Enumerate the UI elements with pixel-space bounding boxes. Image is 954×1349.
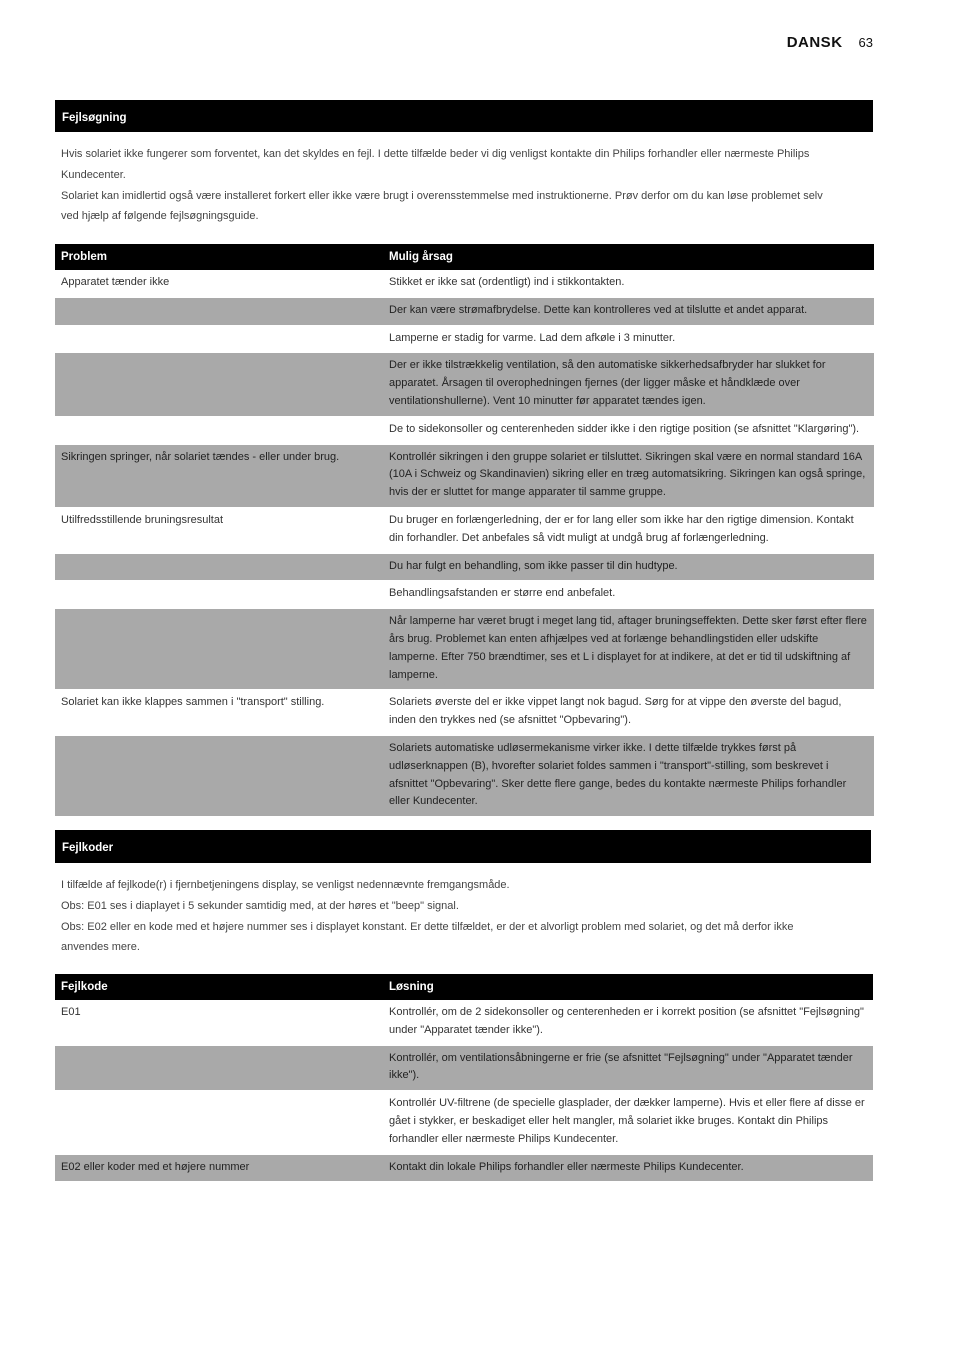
table-row bbox=[55, 353, 874, 416]
table-row bbox=[55, 444, 874, 507]
cause-cell: Stikket er ikke sat (ordentligt) ind i stikkontakten. bbox=[383, 270, 874, 297]
cause-cell: Behandlingsafstanden er større end anbefalet. bbox=[383, 581, 874, 609]
errorcodes-heading bbox=[55, 830, 871, 863]
solution-cell: Kontrollér, om de 2 sidekonsoller og centerenheden er i korrekt position (se afsnittet "Fejlsøgning" under "Apparatet tænder ikke"). bbox=[383, 1000, 873, 1045]
page-number: 63 bbox=[858, 35, 873, 50]
table-row bbox=[55, 609, 874, 690]
table-row bbox=[55, 1091, 873, 1154]
table-row bbox=[55, 416, 874, 444]
problem-cell bbox=[55, 609, 383, 690]
troubleshooting-table bbox=[55, 244, 874, 817]
code-cell bbox=[55, 1045, 383, 1091]
problem-cell bbox=[55, 297, 383, 325]
column-header-code: Fejlkode bbox=[55, 974, 383, 1000]
cause-cell: Du bruger en forlængerledning, der er for lang eller som ikke har den rigtige dimension. Kontakt din forhandler. Det anbefales så vidt muligt at undgå brug af forlængerledning. bbox=[383, 507, 874, 553]
table-row bbox=[55, 1000, 873, 1045]
problem-cell bbox=[55, 353, 383, 416]
column-header-solution: Løsning bbox=[383, 974, 873, 1000]
code-cell bbox=[55, 1091, 383, 1154]
cause-cell: Lamperne er stadig for varme. Lad dem afkøle i 3 minutter. bbox=[383, 325, 874, 353]
intro-line: I tilfælde af fejlkode(r) i fjernbetjeningens display, se venligst nedennævnte fremgangsmåde. bbox=[61, 879, 510, 891]
solution-cell: Kontrollér UV-filtrene (de specielle glasplader, der dækker lamperne). Hvis et eller flere af disse er gået i stykker, er beskadiget eller helt mangler, må solariet ikke bruges. Kontakt din Philips forhandler eller nærmeste Philips Kundecenter. bbox=[383, 1091, 873, 1154]
table-row bbox=[55, 507, 874, 553]
problem-cell: Solariet kan ikke klappes sammen i "transport" stilling. bbox=[55, 690, 383, 736]
problem-cell bbox=[55, 553, 383, 581]
problem-cell bbox=[55, 735, 383, 816]
table-row bbox=[55, 1154, 873, 1182]
cause-cell: Solariets øverste del er ikke vippet langt nok bagud. Sørg for at vippe den øverste del bagud, inden den trykkes ned (se afsnittet "Opbevaring"). bbox=[383, 690, 874, 736]
intro-line: Obs: E01 ses i diaplayet i 5 sekunder samtidig med, at der høres et "beep" signal. bbox=[61, 899, 459, 912]
column-header-cause: Mulig årsag bbox=[383, 244, 874, 270]
problem-cell: Apparatet tænder ikke bbox=[55, 270, 383, 297]
problem-cell bbox=[55, 416, 383, 444]
problem-cell bbox=[55, 581, 383, 609]
intro-line: Hvis solariet ikke fungerer som forventet, kan det skyldes en fejl. I dette tilfælde beder vi dig venligst kontakte din Philips forhandler eller nærmeste Philips bbox=[61, 148, 810, 160]
table-row bbox=[55, 553, 874, 581]
troubleshooting-intro bbox=[61, 144, 866, 227]
table-row bbox=[55, 581, 874, 609]
table-row bbox=[55, 1045, 873, 1091]
errorcodes-intro bbox=[61, 875, 866, 958]
table-row bbox=[55, 735, 874, 816]
table-row bbox=[55, 690, 874, 736]
problem-cell: Sikringen springer, når solariet tændes - eller under brug. bbox=[55, 444, 383, 507]
errorcodes-table bbox=[55, 974, 873, 1182]
errorcodes-title: Fejlkoder bbox=[62, 842, 114, 854]
intro-line: Obs: E02 eller en kode med et højere nummer ses i displayet konstant. Er dette tilfældet, er der et alvorligt problem med solariet, og det må derfor ikke bbox=[61, 920, 794, 933]
cause-cell: De to sidekonsoller og centerenheden sidder ikke i den rigtige position (se afsnittet "Klargøring"). bbox=[383, 416, 874, 444]
problem-cell bbox=[55, 325, 383, 353]
solution-cell: Kontakt din lokale Philips forhandler eller nærmeste Philips Kundecenter. bbox=[383, 1154, 873, 1182]
intro-line: Solariet kan imidlertid også være installeret forkert eller ikke være brugt i overensstemmelse med instruktionerne. Prøv derfor om du kan løse problemet selv bbox=[61, 189, 823, 202]
cause-cell: Når lamperne har været brugt i meget lang tid, aftager bruningseffekten. Dette sker først efter flere års brug. Problemet kan enten afhjælpes ved at forlænge behandlingstiden eller udskifte lamperne. Efter 750 brændtimer, ses et L i displayet for at indikere, at det er tid til udskiftning af lamperne. bbox=[383, 609, 874, 690]
intro-line: Kundecenter. bbox=[61, 168, 126, 181]
code-cell: E01 bbox=[55, 1000, 383, 1045]
table-header-row bbox=[55, 974, 873, 1000]
language-label: DANSK bbox=[786, 34, 843, 51]
problem-cell: Utilfredsstillende bruningsresultat bbox=[55, 507, 383, 553]
cause-cell: Der kan være strømafbrydelse. Dette kan kontrolleres ved at tilslutte et andet apparat. bbox=[383, 297, 874, 325]
intro-line: anvendes mere. bbox=[61, 941, 140, 954]
table-row bbox=[55, 270, 874, 297]
solution-cell: Kontrollér, om ventilationsåbningerne er frie (se afsnittet "Fejlsøgning" under "Apparatet tænder ikke"). bbox=[383, 1045, 873, 1091]
cause-cell: Solariets automatiske udløsermekanisme virker ikke. I dette tilfælde trykkes først på udløserknappen (B), hvorefter solariet foldes sammen i "transport"-stilling, som beskrevet i afsnittet "Opbevaring". Sker dette flere gange, bedes du kontakte nærmeste Philips forhandler eller Kundecenter. bbox=[383, 735, 874, 816]
code-cell: E02 eller koder med et højere nummer bbox=[55, 1154, 383, 1182]
cause-cell: Kontrollér sikringen i den gruppe solariet er tilsluttet. Sikringen skal være en normal standard 16A (10A i Schweiz og Skandinavien) sikring eller en træg automatsikring. Sikringen kan også springe, hvis der er sluttet for mange apparater til samme gruppe. bbox=[383, 444, 874, 507]
table-row bbox=[55, 297, 874, 325]
column-header-problem: Problem bbox=[55, 244, 383, 270]
troubleshooting-heading bbox=[55, 100, 873, 132]
intro-line: ved hjælp af følgende fejlsøgningsguide. bbox=[61, 210, 259, 223]
page-header bbox=[787, 34, 873, 51]
cause-cell: Du har fulgt en behandling, som ikke passer til din hudtype. bbox=[383, 553, 874, 581]
troubleshooting-title: Fejlsøgning bbox=[62, 112, 127, 124]
table-row bbox=[55, 325, 874, 353]
table-header-row bbox=[55, 244, 874, 270]
cause-cell: Der er ikke tilstrækkelig ventilation, så den automatiske sikkerhedsafbryder har slukket for apparatet. Årsagen til overophedningen fjernes (der ligger måske et håndklæde over ventilationshullerne). Vent 10 minutter før apparatet tændes igen. bbox=[383, 353, 874, 416]
